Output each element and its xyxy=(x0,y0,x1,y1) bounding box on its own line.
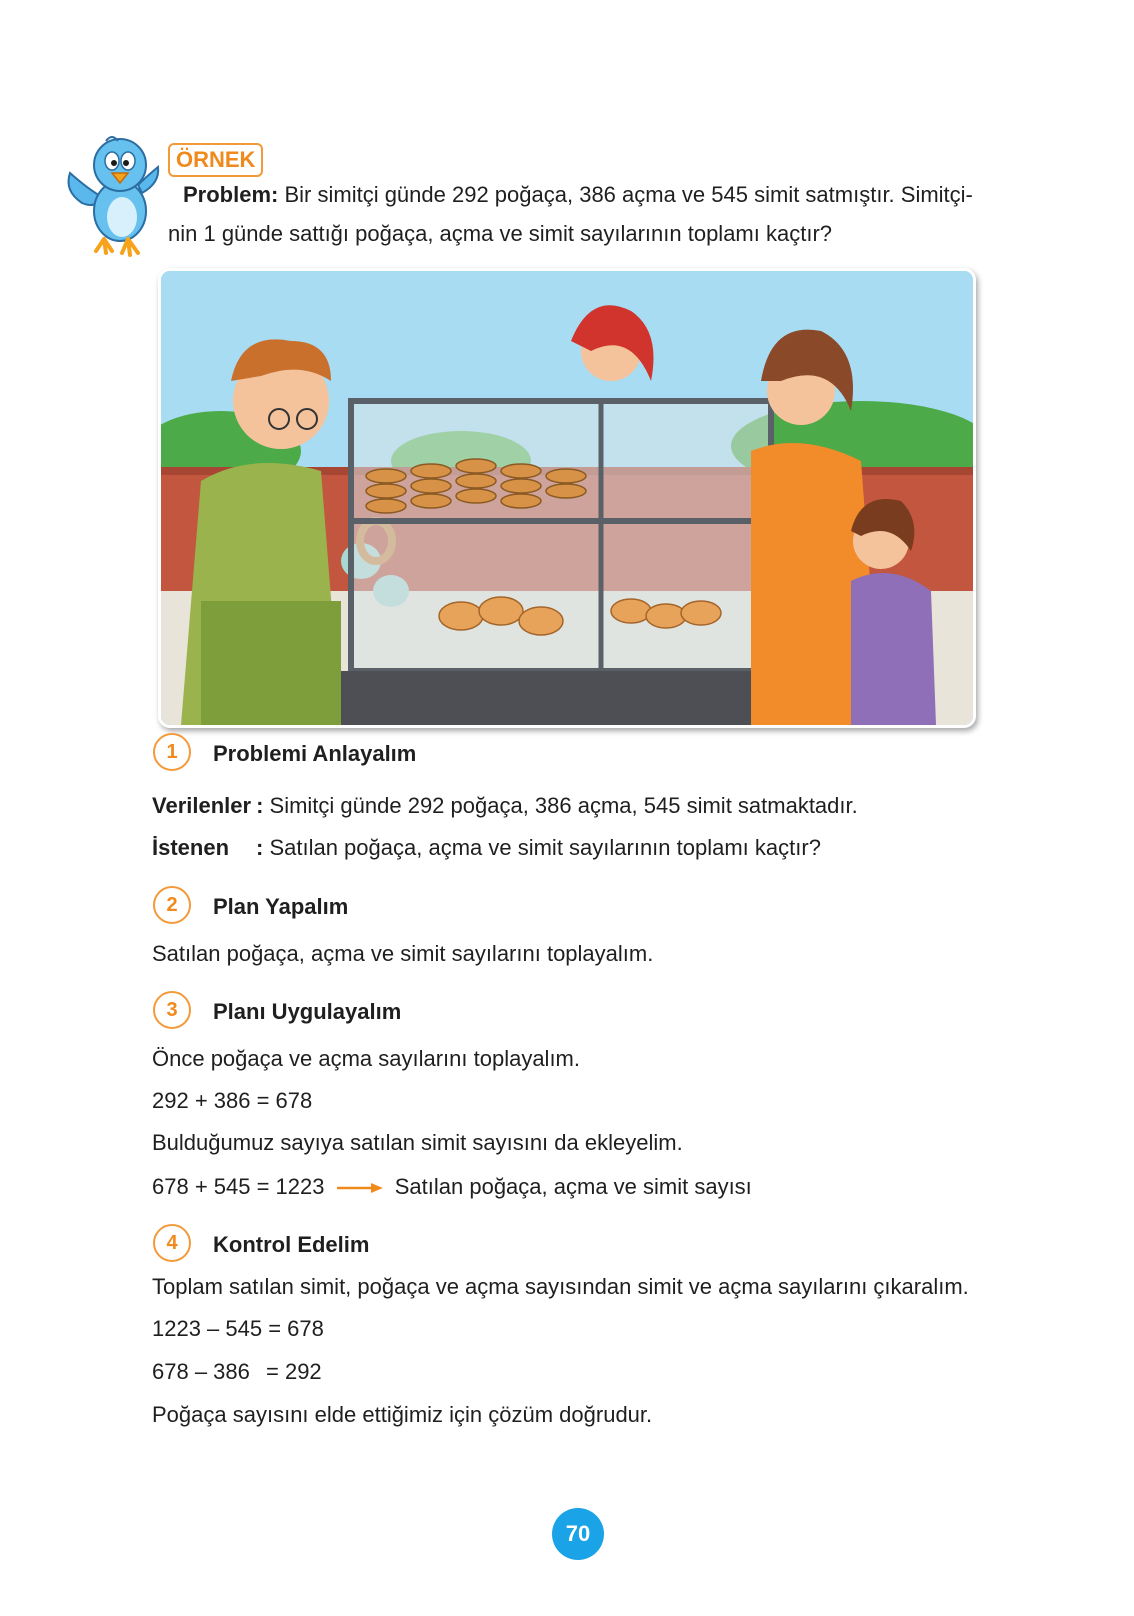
problem-line-2: nin 1 günde sattığı poğaça, açma ve simit sayılarının toplamı kaçtır? xyxy=(168,221,833,246)
page-number: 70 xyxy=(552,1508,604,1560)
asked-label: İstenen xyxy=(152,835,230,860)
step-number-3: 3 xyxy=(153,991,191,1029)
check-eq-1: 1223 – 545 = 678 xyxy=(152,1316,324,1341)
problem-label: Problem: xyxy=(183,182,279,207)
bird-mascot-icon xyxy=(62,133,166,259)
given-label: Verilenler xyxy=(152,793,252,818)
apply-eq-2-row xyxy=(152,1173,752,1201)
apply-eq-1: 292 + 386 = 678 xyxy=(152,1088,313,1113)
step-title-2: Plan Yapalım xyxy=(213,894,349,919)
asked-text: Satılan poğaça, açma ve simit sayılarının toplamı kaçtır? xyxy=(269,835,821,860)
check-eq-2-right: = 292 xyxy=(266,1359,322,1384)
step-title-3: Planı Uygulayalım xyxy=(213,999,402,1024)
asked-row xyxy=(152,834,821,862)
check-eq-2-left: 678 – 386 xyxy=(152,1359,250,1384)
given-text: Simitçi günde 292 poğaça, 386 açma, 545 simit satmaktadır. xyxy=(269,793,858,818)
apply-line-2: Bulduğumuz sayıya satılan simit sayısını da ekleyelim. xyxy=(152,1130,683,1155)
problem-line-1 xyxy=(183,181,973,209)
apply-eq-2-note: Satılan poğaça, açma ve simit sayısı xyxy=(394,1174,752,1199)
arrow-right-icon xyxy=(335,1181,385,1195)
step-number-2: 2 xyxy=(153,886,191,924)
asked-colon: : xyxy=(256,835,264,860)
check-eq-2-row xyxy=(152,1358,322,1386)
plan-text: Satılan poğaça, açma ve simit sayılarını toplayalım. xyxy=(152,941,654,966)
step-title-1: Problemi Anlayalım xyxy=(213,741,417,766)
apply-line-1: Önce poğaça ve açma sayılarını toplayalım. xyxy=(152,1046,580,1071)
illustration xyxy=(158,268,976,728)
step-number-4: 4 xyxy=(153,1224,191,1262)
example-badge: ÖRNEK xyxy=(168,143,263,177)
step-number-1: 1 xyxy=(153,733,191,771)
apply-eq-2: 678 + 545 = 1223 xyxy=(152,1174,325,1199)
simit-seller-illustration xyxy=(161,271,973,725)
problem-text-1: Bir simitçi günde 292 poğaça, 386 açma ve 545 simit satmıştır. Simitçi- xyxy=(284,182,973,207)
given-colon: : xyxy=(256,793,264,818)
check-line-1: Toplam satılan simit, poğaça ve açma sayısından simit ve açma sayılarını çıkaralım. xyxy=(152,1274,969,1299)
given-row xyxy=(152,792,858,820)
check-line-2: Poğaça sayısını elde ettiğimiz için çözüm doğrudur. xyxy=(152,1402,653,1427)
step-title-4: Kontrol Edelim xyxy=(213,1232,370,1257)
